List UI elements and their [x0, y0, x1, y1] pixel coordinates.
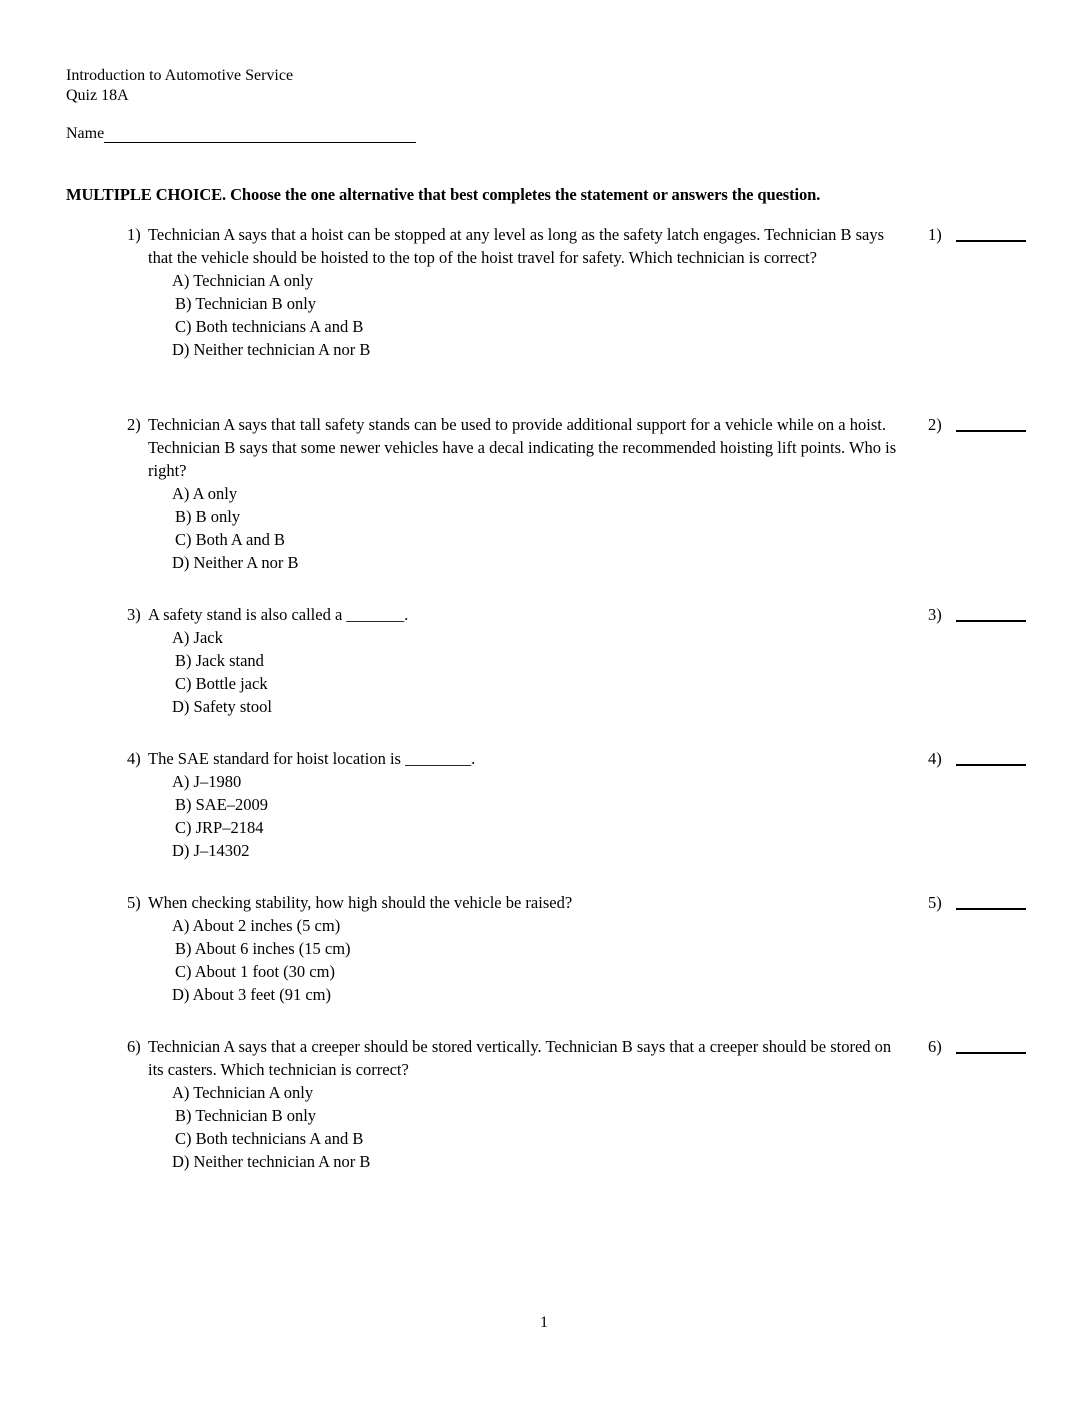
choice-letter: D) [172, 841, 190, 860]
question-number: 6) [127, 1037, 141, 1056]
question-text: The SAE standard for hoist location is ________. [148, 749, 476, 768]
choice-b[interactable] [127, 292, 907, 315]
question-1 [127, 223, 907, 361]
choice-text: About 1 foot (30 cm) [194, 962, 335, 981]
choice-d[interactable] [127, 338, 907, 361]
document-header [66, 66, 293, 106]
choice-text: Both technicians A and B [195, 317, 364, 336]
answer-slot-4 [928, 749, 1026, 769]
choice-letter: B) [175, 795, 192, 814]
choice-text: Technician A only [193, 271, 314, 290]
choice-text: Both technicians A and B [195, 1129, 364, 1148]
choice-text: Bottle jack [195, 674, 268, 693]
choice-letter: C) [175, 1129, 192, 1148]
choice-a[interactable] [127, 770, 907, 793]
choice-text: Technician B only [195, 1106, 317, 1125]
question-text: Technician A says that a creeper should be stored vertically. Technician B says that a creeper should be stored on its casters. Which technician is correct? [148, 1037, 892, 1079]
choice-text: Technician A only [193, 1083, 314, 1102]
choice-d[interactable] [127, 695, 907, 718]
choice-list [127, 482, 907, 574]
choice-list [127, 269, 907, 361]
choice-text: About 2 inches (5 cm) [192, 916, 341, 935]
choice-list [127, 1081, 907, 1173]
question-text: Technician A says that a hoist can be stopped at any level as long as the safety latch engages. Technician B says that the vehicle should be hoisted to the top of the hoist travel for safety. Which technician is correct? [148, 225, 884, 267]
choice-letter: B) [175, 651, 192, 670]
question-stem [127, 1035, 907, 1081]
question-4 [127, 747, 907, 862]
choice-c[interactable] [127, 1127, 907, 1150]
answer-blank-4[interactable] [956, 750, 1026, 766]
name-field[interactable] [104, 124, 416, 143]
choice-text: Neither technician A nor B [193, 340, 371, 359]
section-instructions: MULTIPLE CHOICE. Choose the one alternative that best completes the statement or answers the question. [66, 185, 821, 204]
choice-text: JRP–2184 [195, 818, 264, 837]
question-6 [127, 1035, 907, 1173]
quiz-title: Quiz 18A [66, 87, 129, 104]
question-text: A safety stand is also called a _______. [148, 605, 409, 624]
choice-list [127, 626, 907, 718]
choice-letter: A) [172, 484, 190, 503]
choice-a[interactable] [127, 1081, 907, 1104]
choice-d[interactable] [127, 839, 907, 862]
choice-text: About 3 feet (91 cm) [192, 985, 332, 1004]
answer-slot-2 [928, 415, 1026, 435]
choice-letter: A) [172, 1083, 190, 1102]
choice-text: Both A and B [195, 530, 286, 549]
question-number: 3) [127, 605, 141, 624]
question-number: 2) [127, 415, 141, 434]
choice-text: A only [192, 484, 238, 503]
answer-number: 4) [928, 749, 942, 768]
choice-list [127, 770, 907, 862]
choice-text: B only [195, 507, 241, 526]
choice-d[interactable] [127, 551, 907, 574]
answer-number: 5) [928, 893, 942, 912]
choice-text: Safety stool [193, 697, 272, 716]
question-text: Technician A says that tall safety stands can be used to provide additional support for a vehicle while on a hoist. Technician B says that some newer vehicles have a decal indicating the recommended hoisting lift points. Who is right? [148, 415, 897, 480]
choice-letter: C) [175, 317, 192, 336]
choice-d[interactable] [127, 983, 907, 1006]
choice-letter: A) [172, 628, 190, 647]
choice-a[interactable] [127, 626, 907, 649]
choice-letter: C) [175, 818, 192, 837]
choice-c[interactable] [127, 528, 907, 551]
question-text: When checking stability, how high should the vehicle be raised? [148, 893, 573, 912]
question-5 [127, 891, 907, 1006]
choice-text: Jack stand [195, 651, 264, 670]
question-number: 5) [127, 893, 141, 912]
choice-text: Neither A nor B [193, 553, 299, 572]
choice-b[interactable] [127, 937, 907, 960]
choice-b[interactable] [127, 505, 907, 528]
choice-b[interactable] [127, 793, 907, 816]
choice-text: Technician B only [195, 294, 317, 313]
answer-blank-1[interactable] [956, 226, 1026, 242]
answer-blank-2[interactable] [956, 416, 1026, 432]
choice-text: Neither technician A nor B [193, 1152, 371, 1171]
page-number: 1 [540, 1314, 548, 1331]
answer-slot-5 [928, 893, 1026, 913]
question-stem [127, 413, 907, 482]
choice-letter: D) [172, 985, 190, 1004]
choice-letter: C) [175, 674, 192, 693]
question-number: 4) [127, 749, 141, 768]
choice-c[interactable] [127, 816, 907, 839]
question-stem [127, 223, 907, 269]
choice-text: J–1980 [193, 772, 242, 791]
choice-d[interactable] [127, 1150, 907, 1173]
choice-letter: A) [172, 772, 190, 791]
choice-a[interactable] [127, 914, 907, 937]
choice-c[interactable] [127, 672, 907, 695]
choice-text: SAE–2009 [195, 795, 269, 814]
choice-text: Jack [193, 628, 223, 647]
answer-slot-3 [928, 605, 1026, 625]
question-2 [127, 413, 907, 574]
answer-blank-6[interactable] [956, 1038, 1026, 1054]
choice-letter: D) [172, 697, 190, 716]
choice-letter: C) [175, 530, 192, 549]
answer-blank-3[interactable] [956, 606, 1026, 622]
answer-number: 6) [928, 1037, 942, 1056]
question-number: 1) [127, 225, 141, 244]
choice-letter: B) [175, 939, 192, 958]
choice-letter: D) [172, 1152, 190, 1171]
choice-a[interactable] [127, 482, 907, 505]
answer-slot-6 [928, 1037, 1026, 1057]
choice-c[interactable] [127, 960, 907, 983]
choice-letter: D) [172, 553, 190, 572]
answer-slot-1 [928, 225, 1026, 245]
name-label: Name [66, 125, 105, 142]
choice-letter: D) [172, 340, 190, 359]
choice-b[interactable] [127, 649, 907, 672]
choice-a[interactable] [127, 269, 907, 292]
choice-c[interactable] [127, 315, 907, 338]
choice-letter: B) [175, 294, 192, 313]
question-stem [127, 603, 907, 626]
choice-letter: B) [175, 1106, 192, 1125]
choice-letter: A) [172, 271, 190, 290]
course-title: Introduction to Automotive Service [66, 67, 294, 84]
choice-letter: A) [172, 916, 190, 935]
answer-blank-5[interactable] [956, 894, 1026, 910]
choice-list [127, 914, 907, 1006]
choice-text: J–14302 [193, 841, 250, 860]
question-stem [127, 891, 907, 914]
answer-number: 1) [928, 225, 942, 244]
name-row [66, 124, 416, 143]
choice-b[interactable] [127, 1104, 907, 1127]
choice-letter: C) [175, 962, 192, 981]
question-3 [127, 603, 907, 718]
answer-number: 3) [928, 605, 942, 624]
choice-text: About 6 inches (15 cm) [194, 939, 351, 958]
question-stem [127, 747, 907, 770]
choice-letter: B) [175, 507, 192, 526]
answer-number: 2) [928, 415, 942, 434]
